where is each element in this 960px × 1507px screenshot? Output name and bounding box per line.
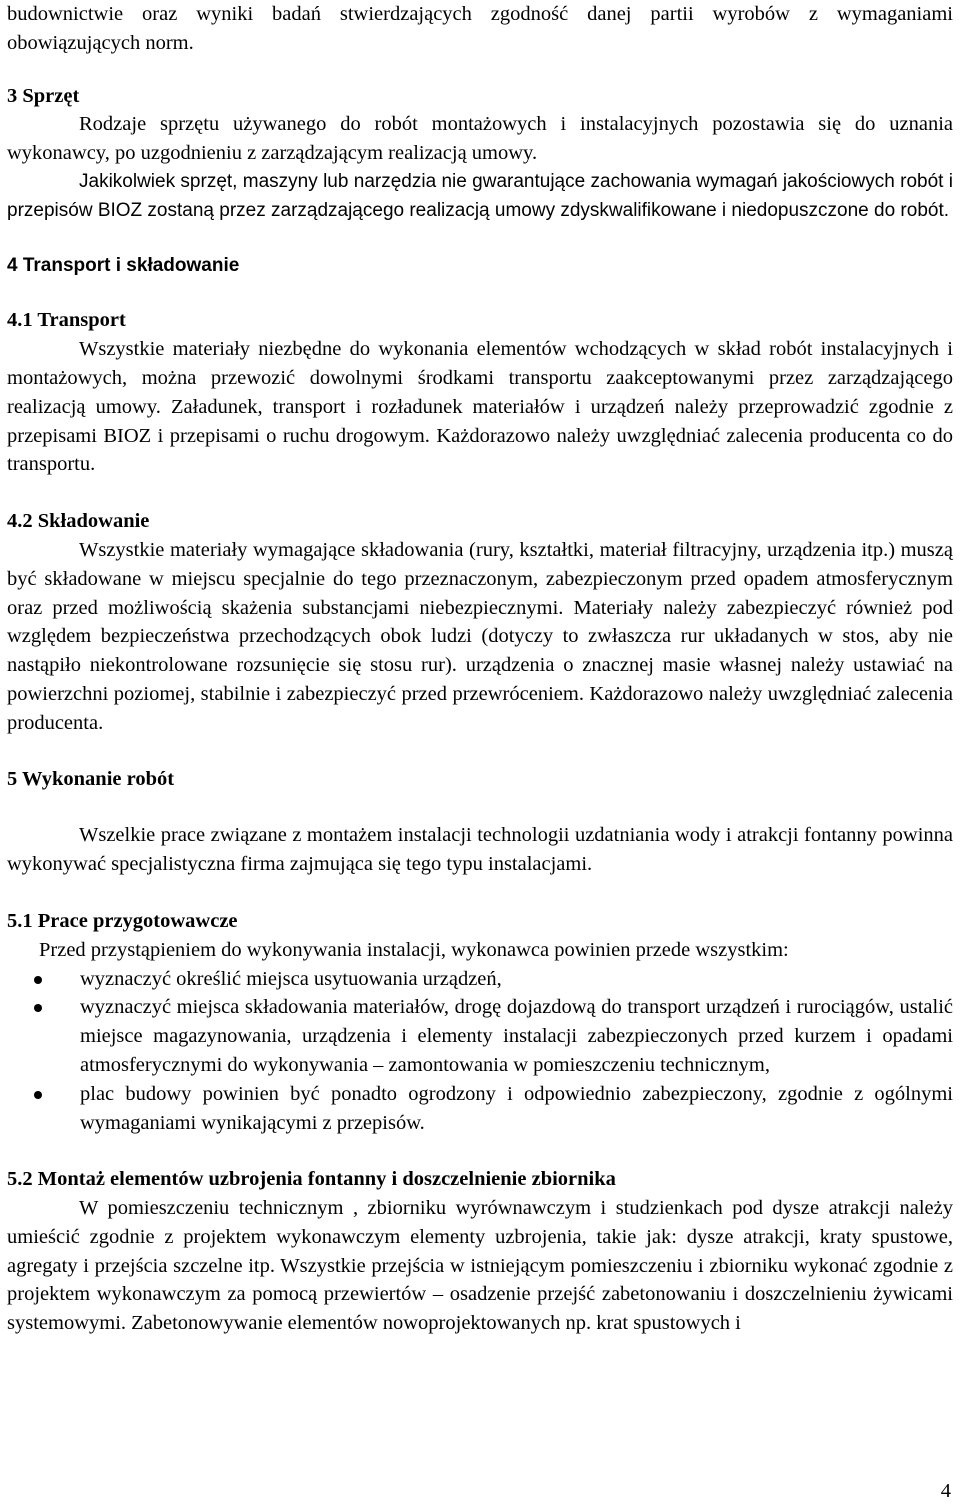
section-3-heading: 3 Sprzęt: [7, 84, 80, 107]
document-page: [7, 0, 953, 1338]
section-4-1-heading: 4.1 Transport: [7, 309, 126, 332]
section-4-heading: 4 Transport i składowanie: [7, 254, 240, 276]
section-3-paragraph-2: Jakikolwiek sprzęt, maszyny lub narzędzia nie gwarantujące zachowania wymagań jakościowych robót i przepisów BIOZ zostaną przez zarządzającego realizacją umowy zdyskwalifikowane i niedopuszczone do robót.: [7, 170, 953, 221]
list-item: [7, 993, 953, 1079]
list-item-text: plac budowy powinien być ponadto ogrodzony i odpowiednio zabezpieczony, zgodnie z ogólnymi wymaganiami wynikającymi z przepisów.: [80, 1082, 953, 1134]
section-4-1-paragraph: Wszystkie materiały niezbędne do wykonania elementów wchodzących w skład robót instalacyjnych i montażowych, można przewozić dowolnymi środkami transportu zaakceptowanymi przez zarządzającego realizacją umowy. Załadunek, transport i rozładunek materiałów i urządzeń należy przeprowadzić zgodnie z przepisami BIOZ i przepisami o ruchu drogowym. Każdorazowo należy uwzględniać zalecenia producenta co do transportu.: [7, 338, 953, 476]
section-4-2-heading: 4.2 Składowanie: [7, 510, 150, 533]
list-item: [7, 1080, 953, 1138]
section-5-1-list: [7, 965, 953, 1138]
bullet-icon: [34, 976, 42, 984]
section-4-2-paragraph: Wszystkie materiały wymagające składowania (rury, kształtki, materiał filtracyjny, urządzenia itp.) muszą być składowane w miejscu specjalnie do tego przeznaczonym, zabezpieczonym przed opadem atmosferycznym oraz przed możliwością skażenia substancjami niebezpiecznymi. Materiały należy zabezpieczyć również pod względem bezpieczeństwa przechodzących obok ludzi (dotyczy to zwłaszcza rur układanych w stos, aby nie nastąpiło niekontrolowane rozsunięcie się stosu rur). urządzenia o znacznej masie własnej należy ustawiać na powierzchni poziomej, stabilnie i zabezpieczyć przed przewróceniem. Każdorazowo należy uwzględniać zalecenia producenta.: [7, 538, 953, 734]
bullet-icon: [34, 1004, 42, 1012]
section-3-paragraph-1: Rodzaje sprzętu używanego do robót montażowych i instalacyjnych pozostawia się do uznania wykonawcy, po uzgodnieniu z zarządzającym realizacją umowy.: [7, 113, 953, 165]
list-item-text: wyznaczyć miejsca składowania materiałów, drogę dojazdową do transport urządzeń i rurociągów, ustalić miejsce magazynowania, urządzenia i elementy instalacji zabezpieczonych przed kurzem i opadami atmosferycznymi do wykonywania – zamontowania w pomieszczeniu technicznym,: [80, 996, 953, 1076]
section-5-2-paragraph: W pomieszczeniu technicznym , zbiorniku wyrównawczym i studzienkach pod dysze atrakcji należy umieścić zgodnie z projektem wykonawczym elementy uzbrojenia, takie jak: dysze atrakcji, kraty spustowe, agregaty i przejścia szczelne itp. Wszystkie przejścia w istniejącym pomieszczeniu i zbiorniku wykonać zgodnie z projektem wykonawczym za pomocą przewiertów – osadzenie przejść zabetonowaniu i doszczelnieniu żywicami systemowymi. Zabetonowywanie elementów nowoprojektowanych np. krat spustowych i: [7, 1197, 953, 1335]
bullet-icon: [34, 1091, 42, 1099]
section-5-heading: 5 Wykonanie robót: [7, 767, 175, 790]
section-5-1-heading: 5.1 Prace przygotowawcze: [7, 909, 238, 932]
list-item: [7, 965, 953, 994]
section-5-2-heading: 5.2 Montaż elementów uzbrojenia fontanny i doszczelnienie zbiornika: [7, 1168, 616, 1191]
list-item-text: wyznaczyć określić miejsca usytuowania urządzeń,: [80, 967, 502, 990]
page-number: 4: [940, 1480, 951, 1502]
intro-paragraph: budownictwie oraz wyniki badań stwierdzających zgodność danej partii wyrobów z wymaganiami obowiązujących norm.: [7, 3, 953, 54]
section-5-intro: Wszelkie prace związane z montażem instalacji technologii uzdatniania wody i atrakcji fontanny powinna wykonywać specjalistyczna firma zajmująca się tego typu instalacjami.: [7, 824, 953, 876]
section-5-1-lead: Przed przystąpieniem do wykonywania instalacji, wykonawca powinien przede wszystkim:: [39, 938, 789, 961]
